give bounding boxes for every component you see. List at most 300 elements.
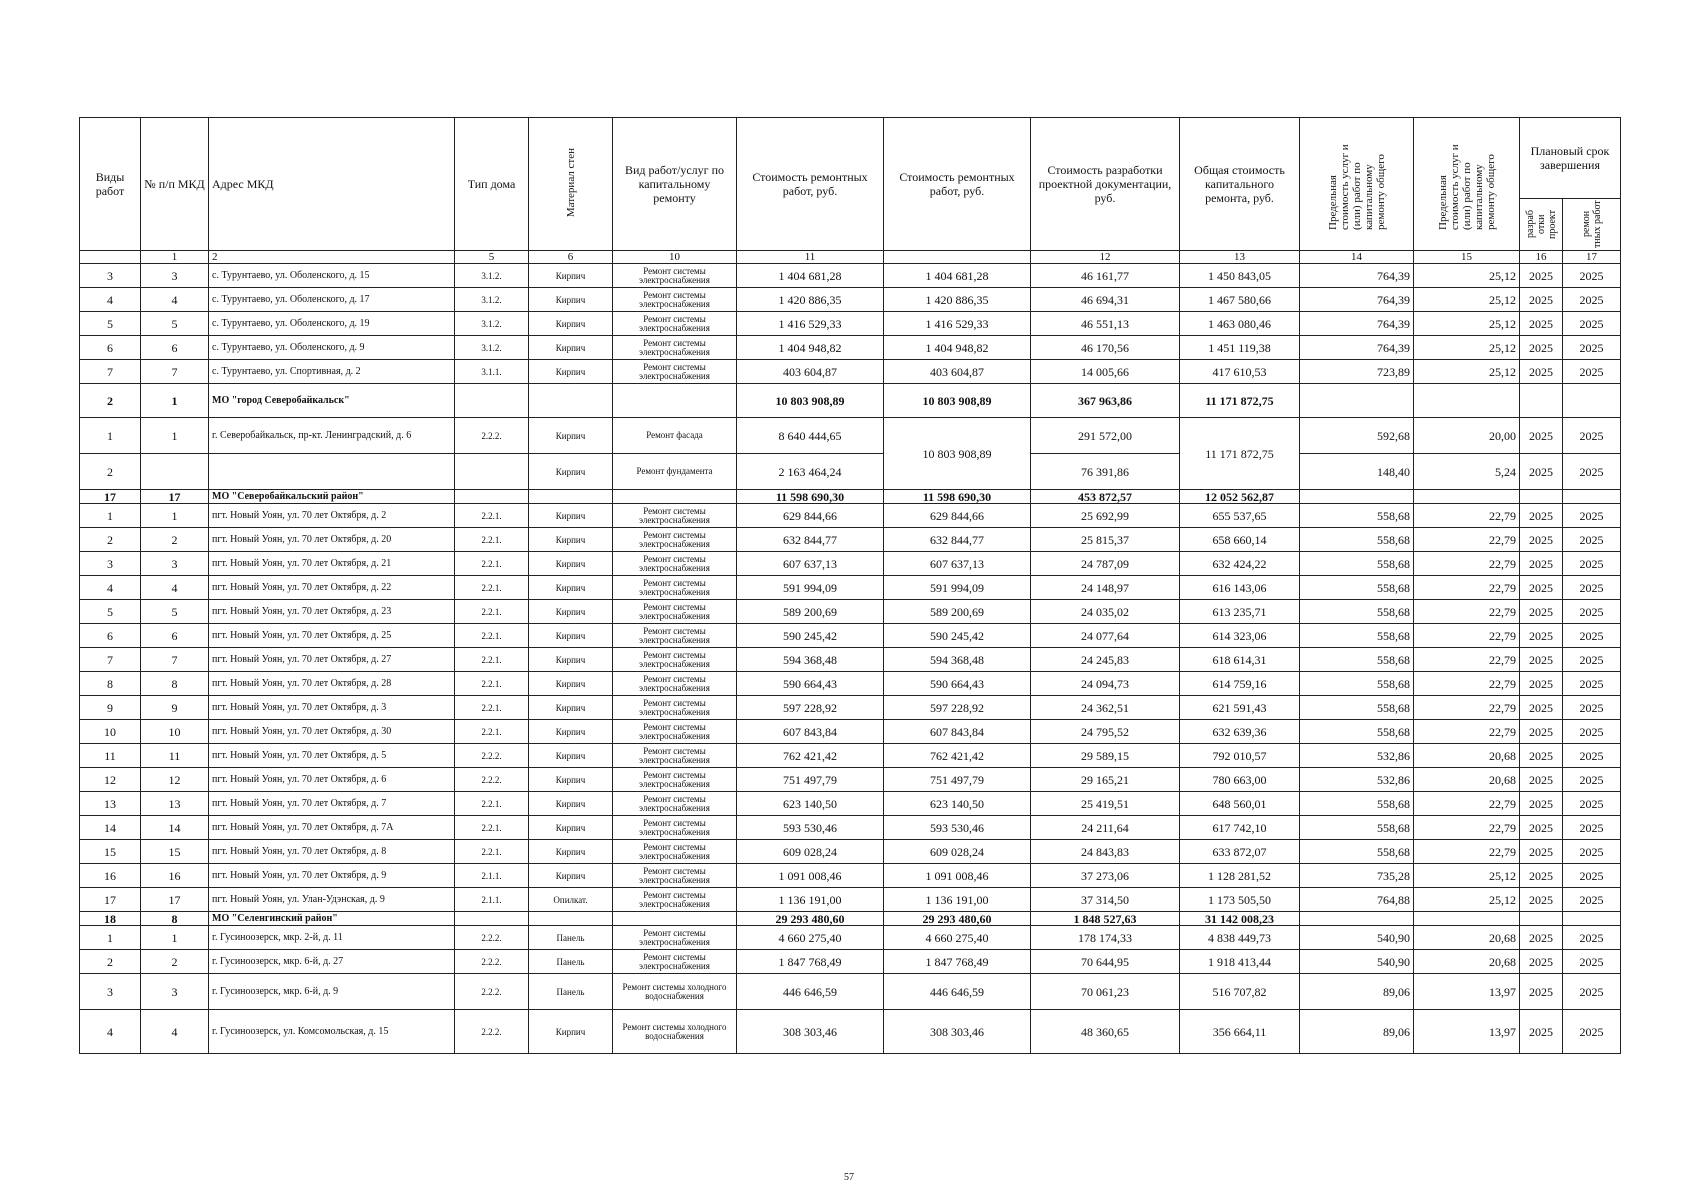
cell-cost-1: 593 530,46 xyxy=(737,816,884,840)
cell-design-cost: 291 572,00 xyxy=(1031,418,1180,454)
cell-year-repair: 2025 xyxy=(1563,552,1621,576)
cell-design-cost: 46 170,56 xyxy=(1031,336,1180,360)
header-tip-doma: Тип дома xyxy=(455,118,529,251)
cell-work-type: Ремонт системы электроснабжения xyxy=(613,600,737,624)
cell-limit-1: 558,68 xyxy=(1300,600,1414,624)
cell-cost-1: 589 200,69 xyxy=(737,600,884,624)
column-number-cell: 16 xyxy=(1520,251,1563,264)
cell-limit-2: 5,24 xyxy=(1414,454,1520,490)
cell-material: Кирпич xyxy=(529,528,613,552)
cell-work-type: Ремонт системы электроснабжения xyxy=(613,672,737,696)
cell-limit-2: 20,68 xyxy=(1414,768,1520,792)
header-stoimost-2: Стоимость ремонтных работ, руб. xyxy=(884,118,1031,251)
cell-cost-2: 1 091 008,46 xyxy=(884,864,1031,888)
table-row xyxy=(80,528,1621,552)
cell-cost-1: 597 228,92 xyxy=(737,696,884,720)
cell-total-cost: 1 450 843,05 xyxy=(1180,264,1300,288)
cell-work-type xyxy=(613,490,737,504)
cell-nomer: 1 xyxy=(141,384,209,418)
table-row xyxy=(80,744,1621,768)
cell-nomer: 7 xyxy=(141,360,209,384)
cell-limit-2: 22,79 xyxy=(1414,648,1520,672)
column-number-cell: 2 xyxy=(209,251,455,264)
header-srok-remont xyxy=(1563,199,1621,251)
cell-vid: 17 xyxy=(80,888,141,912)
cell-nomer: 1 xyxy=(141,418,209,454)
cell-vid: 17 xyxy=(80,490,141,504)
cell-address: пгт. Новый Уоян, ул. 70 лет Октября, д. 3 xyxy=(209,696,455,720)
cell-year-design: 2025 xyxy=(1520,264,1563,288)
cell-limit-2: 22,79 xyxy=(1414,720,1520,744)
cell-cost-2: 751 497,79 xyxy=(884,768,1031,792)
cell-tip-doma: 2.2.1. xyxy=(455,552,529,576)
cell-nomer: 17 xyxy=(141,490,209,504)
cell-limit-2: 13,97 xyxy=(1414,1010,1520,1054)
cell-address: МО "Северобайкальский район" xyxy=(209,490,455,504)
cell-nomer: 3 xyxy=(141,264,209,288)
cell-cost-2: 593 530,46 xyxy=(884,816,1031,840)
cell-tip-doma: 3.1.2. xyxy=(455,312,529,336)
cell-nomer: 5 xyxy=(141,312,209,336)
cell-cost-1: 29 293 480,60 xyxy=(737,912,884,926)
cell-year-repair xyxy=(1563,912,1621,926)
cell-year-repair: 2025 xyxy=(1563,288,1621,312)
cell-cost-1: 1 420 886,35 xyxy=(737,288,884,312)
cell-year-repair: 2025 xyxy=(1563,336,1621,360)
cell-design-cost: 24 843,83 xyxy=(1031,840,1180,864)
cell-design-cost: 25 419,51 xyxy=(1031,792,1180,816)
cell-tip-doma: 2.2.2. xyxy=(455,950,529,974)
column-number-cell: 15 xyxy=(1414,251,1520,264)
cell-year-design: 2025 xyxy=(1520,926,1563,950)
cell-limit-2: 20,68 xyxy=(1414,744,1520,768)
cell-vid: 1 xyxy=(80,926,141,950)
cell-year-repair xyxy=(1563,384,1621,418)
cell-total-cost: 12 052 562,87 xyxy=(1180,490,1300,504)
cell-year-design xyxy=(1520,912,1563,926)
cell-year-repair: 2025 xyxy=(1563,360,1621,384)
cell-work-type: Ремонт системы электроснабжения xyxy=(613,888,737,912)
cell-vid: 4 xyxy=(80,288,141,312)
cell-total-cost: 1 467 580,66 xyxy=(1180,288,1300,312)
cell-cost-1: 403 604,87 xyxy=(737,360,884,384)
cell-tip-doma: 2.2.1. xyxy=(455,624,529,648)
header-material-text: Материал стен xyxy=(564,147,577,218)
cell-limit-1: 764,39 xyxy=(1300,336,1414,360)
table-row xyxy=(80,600,1621,624)
header-predel-2 xyxy=(1414,118,1520,251)
cell-limit-1: 532,86 xyxy=(1300,768,1414,792)
cell-material: Кирпич xyxy=(529,312,613,336)
cell-tip-doma: 2.2.1. xyxy=(455,840,529,864)
cell-material xyxy=(529,490,613,504)
cell-total-cost: 655 537,65 xyxy=(1180,504,1300,528)
cell-design-cost: 24 362,51 xyxy=(1031,696,1180,720)
cell-work-type: Ремонт системы электроснабжения xyxy=(613,360,737,384)
cell-year-repair: 2025 xyxy=(1563,600,1621,624)
cell-cost-1: 607 637,13 xyxy=(737,552,884,576)
cell-limit-1: 764,39 xyxy=(1300,288,1414,312)
table-row xyxy=(80,360,1621,384)
cell-cost-1: 10 803 908,89 xyxy=(737,384,884,418)
cell-nomer: 3 xyxy=(141,974,209,1010)
cell-limit-2: 20,68 xyxy=(1414,926,1520,950)
cell-cost-1: 609 028,24 xyxy=(737,840,884,864)
cell-tip-doma: 2.1.1. xyxy=(455,864,529,888)
cell-year-repair: 2025 xyxy=(1563,744,1621,768)
cell-address: МО "город Северобайкальск" xyxy=(209,384,455,418)
cell-limit-1: 764,39 xyxy=(1300,312,1414,336)
cell-work-type: Ремонт системы электроснабжения xyxy=(613,552,737,576)
cell-design-cost: 25 815,37 xyxy=(1031,528,1180,552)
column-number-cell: 14 xyxy=(1300,251,1414,264)
cell-nomer: 9 xyxy=(141,696,209,720)
cell-cost-2: 607 637,13 xyxy=(884,552,1031,576)
cell-vid: 7 xyxy=(80,648,141,672)
cell-limit-2: 22,79 xyxy=(1414,528,1520,552)
cell-tip-doma: 3.1.2. xyxy=(455,336,529,360)
cell-cost-2: 594 368,48 xyxy=(884,648,1031,672)
cell-vid: 3 xyxy=(80,264,141,288)
cell-nomer: 8 xyxy=(141,672,209,696)
cell-cost-1: 1 847 768,49 xyxy=(737,950,884,974)
cell-work-type: Ремонт системы электроснабжения xyxy=(613,696,737,720)
cell-year-design: 2025 xyxy=(1520,504,1563,528)
cell-material xyxy=(529,384,613,418)
cell-year-repair: 2025 xyxy=(1563,1010,1621,1054)
cell-tip-doma: 2.2.1. xyxy=(455,792,529,816)
cell-cost-2: 1 420 886,35 xyxy=(884,288,1031,312)
cell-total-cost: 1 463 080,46 xyxy=(1180,312,1300,336)
cell-cost-1: 590 664,43 xyxy=(737,672,884,696)
cell-material: Кирпич xyxy=(529,1010,613,1054)
cell-limit-2: 22,79 xyxy=(1414,600,1520,624)
cell-limit-2: 25,12 xyxy=(1414,264,1520,288)
cell-cost-1: 11 598 690,30 xyxy=(737,490,884,504)
cell-year-design: 2025 xyxy=(1520,576,1563,600)
cell-cost-2: 591 994,09 xyxy=(884,576,1031,600)
cell-cost-2: 11 598 690,30 xyxy=(884,490,1031,504)
cell-address: пгт. Новый Уоян, ул. 70 лет Октября, д. 5 xyxy=(209,744,455,768)
cell-tip-doma: 2.2.2. xyxy=(455,1010,529,1054)
cell-tip-doma: 3.1.1. xyxy=(455,360,529,384)
cell-address: пгт. Новый Уоян, ул. 70 лет Октября, д. 28 xyxy=(209,672,455,696)
cell-limit-1: 532,86 xyxy=(1300,744,1414,768)
cell-nomer: 7 xyxy=(141,648,209,672)
cell-vid: 2 xyxy=(80,950,141,974)
cell-limit-1: 89,06 xyxy=(1300,974,1414,1010)
cell-tip-doma xyxy=(455,912,529,926)
table-row xyxy=(80,888,1621,912)
cell-design-cost: 25 692,99 xyxy=(1031,504,1180,528)
cell-address: г. Северобайкальск, пр-кт. Ленинградский, д. 6 xyxy=(209,418,455,454)
cell-nomer: 13 xyxy=(141,792,209,816)
cell-limit-2: 25,12 xyxy=(1414,360,1520,384)
cell-year-design: 2025 xyxy=(1520,864,1563,888)
cell-year-design: 2025 xyxy=(1520,336,1563,360)
cell-work-type: Ремонт системы электроснабжения xyxy=(613,624,737,648)
cell-cost-2: 10 803 908,89 xyxy=(884,418,1031,490)
header-address: Адрес МКД xyxy=(209,118,455,251)
table-row xyxy=(80,576,1621,600)
column-number-cell: 17 xyxy=(1563,251,1621,264)
cell-limit-1: 540,90 xyxy=(1300,926,1414,950)
cell-vid: 3 xyxy=(80,552,141,576)
cell-year-design: 2025 xyxy=(1520,624,1563,648)
cell-material: Кирпич xyxy=(529,864,613,888)
table-row xyxy=(80,950,1621,974)
cell-design-cost: 29 165,21 xyxy=(1031,768,1180,792)
cell-material: Кирпич xyxy=(529,418,613,454)
cell-address xyxy=(209,454,455,490)
cell-cost-1: 762 421,42 xyxy=(737,744,884,768)
cell-nomer: 2 xyxy=(141,528,209,552)
cell-design-cost: 24 787,09 xyxy=(1031,552,1180,576)
cell-design-cost: 37 273,06 xyxy=(1031,864,1180,888)
cell-year-design: 2025 xyxy=(1520,792,1563,816)
cell-address: с. Турунтаево, ул. Оболенского, д. 19 xyxy=(209,312,455,336)
cell-total-cost: 417 610,53 xyxy=(1180,360,1300,384)
table-row xyxy=(80,974,1621,1010)
cell-material: Кирпич xyxy=(529,648,613,672)
cell-work-type: Ремонт системы электроснабжения xyxy=(613,528,737,552)
cell-material: Кирпич xyxy=(529,744,613,768)
cell-material: Кирпич xyxy=(529,696,613,720)
cell-design-cost: 1 848 527,63 xyxy=(1031,912,1180,926)
cell-vid: 3 xyxy=(80,974,141,1010)
cell-cost-2: 589 200,69 xyxy=(884,600,1031,624)
column-number-cell: 10 xyxy=(613,251,737,264)
cell-vid: 2 xyxy=(80,454,141,490)
cell-work-type: Ремонт системы холодного водоснабжения xyxy=(613,1010,737,1054)
cell-work-type: Ремонт системы электроснабжения xyxy=(613,840,737,864)
cell-year-design xyxy=(1520,490,1563,504)
cell-total-cost: 621 591,43 xyxy=(1180,696,1300,720)
cell-material: Кирпич xyxy=(529,624,613,648)
cell-vid: 8 xyxy=(80,672,141,696)
cell-design-cost: 24 245,83 xyxy=(1031,648,1180,672)
cell-year-design: 2025 xyxy=(1520,1010,1563,1054)
table-row xyxy=(80,648,1621,672)
cell-year-repair: 2025 xyxy=(1563,840,1621,864)
cell-vid: 2 xyxy=(80,528,141,552)
cell-cost-1: 446 646,59 xyxy=(737,974,884,1010)
cell-year-design: 2025 xyxy=(1520,648,1563,672)
cell-year-repair: 2025 xyxy=(1563,926,1621,950)
cell-design-cost: 24 211,64 xyxy=(1031,816,1180,840)
column-number-cell: 12 xyxy=(1031,251,1180,264)
cell-total-cost: 632 639,36 xyxy=(1180,720,1300,744)
cell-year-design: 2025 xyxy=(1520,816,1563,840)
cell-design-cost: 29 589,15 xyxy=(1031,744,1180,768)
cell-address: с. Турунтаево, ул. Оболенского, д. 15 xyxy=(209,264,455,288)
cell-year-repair: 2025 xyxy=(1563,816,1621,840)
cell-cost-2: 1 404 948,82 xyxy=(884,336,1031,360)
cell-limit-2: 25,12 xyxy=(1414,888,1520,912)
cell-nomer: 4 xyxy=(141,576,209,600)
cell-design-cost: 46 161,77 xyxy=(1031,264,1180,288)
cell-year-repair: 2025 xyxy=(1563,624,1621,648)
table-row xyxy=(80,552,1621,576)
cell-address: с. Турунтаево, ул. Спортивная, д. 2 xyxy=(209,360,455,384)
cell-limit-1: 558,68 xyxy=(1300,816,1414,840)
column-number-cell: 6 xyxy=(529,251,613,264)
header-proekt: Стоимость разработки проектной документации, руб. xyxy=(1031,118,1180,251)
cell-address: г. Гусиноозерск, мкр. 6-й, д. 9 xyxy=(209,974,455,1010)
cell-limit-1: 735,28 xyxy=(1300,864,1414,888)
page-number: 57 xyxy=(844,1172,854,1183)
cell-address: с. Турунтаево, ул. Оболенского, д. 17 xyxy=(209,288,455,312)
cell-tip-doma: 2.2.1. xyxy=(455,816,529,840)
cell-nomer: 14 xyxy=(141,816,209,840)
cell-limit-2: 22,79 xyxy=(1414,816,1520,840)
cell-total-cost: 617 742,10 xyxy=(1180,816,1300,840)
cell-cost-2: 632 844,77 xyxy=(884,528,1031,552)
cell-address: пгт. Новый Уоян, ул. 70 лет Октября, д. 7 xyxy=(209,792,455,816)
cell-tip-doma: 2.2.2. xyxy=(455,926,529,950)
cell-work-type xyxy=(613,912,737,926)
cell-cost-2: 590 664,43 xyxy=(884,672,1031,696)
cell-limit-2: 22,79 xyxy=(1414,672,1520,696)
table-row xyxy=(80,312,1621,336)
cell-limit-1: 764,88 xyxy=(1300,888,1414,912)
cell-cost-2: 607 843,84 xyxy=(884,720,1031,744)
cell-vid: 11 xyxy=(80,744,141,768)
cell-work-type: Ремонт системы электроснабжения xyxy=(613,926,737,950)
cell-cost-1: 629 844,66 xyxy=(737,504,884,528)
cell-work-type: Ремонт фасада xyxy=(613,418,737,454)
cell-cost-1: 1 416 529,33 xyxy=(737,312,884,336)
cell-limit-2: 25,12 xyxy=(1414,312,1520,336)
cell-limit-1: 723,89 xyxy=(1300,360,1414,384)
cell-material: Кирпич xyxy=(529,720,613,744)
cell-year-design: 2025 xyxy=(1520,454,1563,490)
cell-limit-1: 558,68 xyxy=(1300,792,1414,816)
cell-limit-2: 20,00 xyxy=(1414,418,1520,454)
cell-year-repair: 2025 xyxy=(1563,950,1621,974)
cell-tip-doma: 2.2.1. xyxy=(455,696,529,720)
cell-year-design: 2025 xyxy=(1520,360,1563,384)
cell-tip-doma xyxy=(455,454,529,490)
cell-tip-doma: 3.1.2. xyxy=(455,288,529,312)
cell-tip-doma: 2.2.1. xyxy=(455,720,529,744)
cell-address: пгт. Новый Уоян, ул. 70 лет Октября, д. 9 xyxy=(209,864,455,888)
cell-address: пгт. Новый Уоян, ул. 70 лет Октября, д. 23 xyxy=(209,600,455,624)
cell-cost-2: 308 303,46 xyxy=(884,1010,1031,1054)
cell-year-repair: 2025 xyxy=(1563,264,1621,288)
cell-cost-1: 623 140,50 xyxy=(737,792,884,816)
cell-tip-doma: 2.2.1. xyxy=(455,672,529,696)
cell-year-design: 2025 xyxy=(1520,840,1563,864)
cell-year-design: 2025 xyxy=(1520,672,1563,696)
cell-address: пгт. Новый Уоян, ул. Улан-Удэнская, д. 9 xyxy=(209,888,455,912)
cell-work-type: Ремонт системы электроснабжения xyxy=(613,336,737,360)
cell-tip-doma: 2.2.1. xyxy=(455,504,529,528)
cell-total-cost: 792 010,57 xyxy=(1180,744,1300,768)
cell-total-cost: 780 663,00 xyxy=(1180,768,1300,792)
cell-cost-2: 10 803 908,89 xyxy=(884,384,1031,418)
cell-year-repair: 2025 xyxy=(1563,720,1621,744)
cell-work-type: Ремонт системы электроснабжения xyxy=(613,864,737,888)
cell-limit-2: 13,97 xyxy=(1414,974,1520,1010)
cell-limit-1: 148,40 xyxy=(1300,454,1414,490)
cell-design-cost: 70 061,23 xyxy=(1031,974,1180,1010)
table-row xyxy=(80,864,1621,888)
cell-cost-2: 762 421,42 xyxy=(884,744,1031,768)
cell-year-design: 2025 xyxy=(1520,600,1563,624)
cell-design-cost: 24 094,73 xyxy=(1031,672,1180,696)
cell-tip-doma xyxy=(455,384,529,418)
cell-cost-1: 590 245,42 xyxy=(737,624,884,648)
cell-work-type: Ремонт системы электроснабжения xyxy=(613,576,737,600)
cell-year-repair xyxy=(1563,490,1621,504)
cell-design-cost: 70 644,95 xyxy=(1031,950,1180,974)
cell-design-cost: 24 148,97 xyxy=(1031,576,1180,600)
cell-address: г. Гусиноозерск, мкр. 6-й, д. 27 xyxy=(209,950,455,974)
table-row xyxy=(80,418,1621,454)
cell-address: г. Гусиноозерск, мкр. 2-й, д. 11 xyxy=(209,926,455,950)
cell-tip-doma: 2.2.2. xyxy=(455,744,529,768)
cell-cost-1: 594 368,48 xyxy=(737,648,884,672)
cell-tip-doma: 2.2.1. xyxy=(455,528,529,552)
cell-work-type: Ремонт системы электроснабжения xyxy=(613,648,737,672)
table-row xyxy=(80,768,1621,792)
column-number-cell xyxy=(884,251,1031,264)
cell-year-repair: 2025 xyxy=(1563,576,1621,600)
cell-year-design: 2025 xyxy=(1520,696,1563,720)
cell-cost-1: 591 994,09 xyxy=(737,576,884,600)
cell-nomer: 15 xyxy=(141,840,209,864)
cell-address: пгт. Новый Уоян, ул. 70 лет Октября, д. 2 xyxy=(209,504,455,528)
header-predel-1-text: Предельная стоимость услуг и (или) работ по капитальному ремонту общего xyxy=(1326,143,1387,230)
cell-total-cost: 4 838 449,73 xyxy=(1180,926,1300,950)
cell-material: Кирпич xyxy=(529,288,613,312)
header-predel-1 xyxy=(1300,118,1414,251)
cell-limit-1: 558,68 xyxy=(1300,696,1414,720)
cell-work-type: Ремонт системы электроснабжения xyxy=(613,950,737,974)
cell-material: Кирпич xyxy=(529,552,613,576)
cell-limit-2: 22,79 xyxy=(1414,840,1520,864)
cell-year-design: 2025 xyxy=(1520,888,1563,912)
cell-total-cost: 613 235,71 xyxy=(1180,600,1300,624)
cell-design-cost: 24 035,02 xyxy=(1031,600,1180,624)
cell-nomer: 8 xyxy=(141,912,209,926)
cell-nomer: 11 xyxy=(141,744,209,768)
cell-material: Кирпич xyxy=(529,454,613,490)
cell-limit-1: 558,68 xyxy=(1300,576,1414,600)
cell-total-cost: 614 759,16 xyxy=(1180,672,1300,696)
cell-vid: 7 xyxy=(80,360,141,384)
cell-cost-1: 1 091 008,46 xyxy=(737,864,884,888)
cell-nomer xyxy=(141,454,209,490)
cell-nomer: 1 xyxy=(141,926,209,950)
cell-material: Кирпич xyxy=(529,336,613,360)
cell-work-type: Ремонт системы электроснабжения xyxy=(613,504,737,528)
cell-total-cost: 616 143,06 xyxy=(1180,576,1300,600)
cell-limit-2: 22,79 xyxy=(1414,552,1520,576)
cell-material: Панель xyxy=(529,950,613,974)
cell-address: МО "Селенгинский район" xyxy=(209,912,455,926)
cell-cost-2: 403 604,87 xyxy=(884,360,1031,384)
cell-cost-2: 597 228,92 xyxy=(884,696,1031,720)
header-stoimost-1: Стоимость ремонтных работ, руб. xyxy=(737,118,884,251)
cell-total-cost: 633 872,07 xyxy=(1180,840,1300,864)
cell-vid: 16 xyxy=(80,864,141,888)
cell-limit-1: 558,68 xyxy=(1300,504,1414,528)
cell-material: Кирпич xyxy=(529,840,613,864)
cell-address: пгт. Новый Уоян, ул. 70 лет Октября, д. 8 xyxy=(209,840,455,864)
cell-cost-2: 1 847 768,49 xyxy=(884,950,1031,974)
